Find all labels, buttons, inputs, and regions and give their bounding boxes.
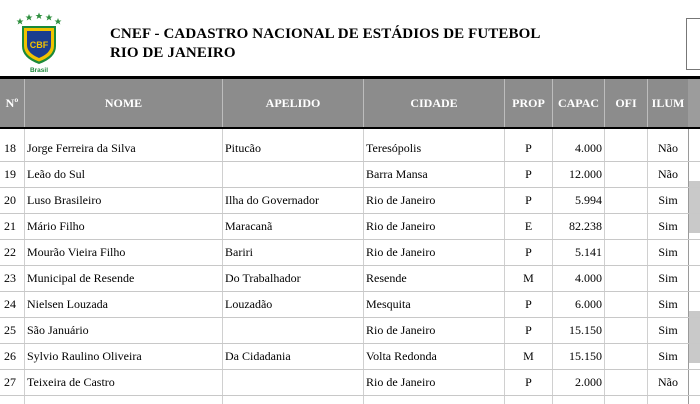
cell-apelido: Maracanã (225, 219, 273, 233)
cell-prop: M (523, 349, 534, 363)
table-row (0, 343, 700, 370)
cell-nome: Jorge Ferreira da Silva (27, 141, 136, 155)
cell-capac: 2.000 (575, 375, 602, 389)
table-row (0, 317, 700, 344)
cell-ilum: Sim (658, 323, 678, 337)
cell-cidade: Barra Mansa (366, 167, 428, 181)
stars-icon (17, 13, 62, 25)
table-row (0, 239, 700, 266)
col-header-cidade: CIDADE (410, 96, 458, 110)
table-row (0, 161, 700, 188)
cell-capac: 4.000 (575, 271, 602, 285)
cell-ofi (605, 369, 647, 395)
corner-box (686, 18, 700, 70)
cell-nome: Leão do Sul (27, 167, 85, 181)
cell-prop: P (525, 323, 532, 337)
cell-prop: M (523, 271, 534, 285)
col-header-ofi: OFI (615, 96, 637, 110)
cell-nome: Mourão Vieira Filho (27, 245, 126, 259)
table-row (0, 135, 700, 162)
cell-ofi (605, 187, 647, 213)
cell-ilum: Não (658, 167, 678, 181)
svg-text:CBF: CBF (29, 40, 49, 50)
cell-ofi (605, 239, 647, 265)
cell-cidade: Mesquita (366, 297, 411, 311)
cell-nome: São Januário (27, 323, 89, 337)
cell-apelido: Louzadão (225, 297, 273, 311)
col-header-capac: CAPAC (557, 96, 600, 110)
cell-nome: Municipal de Resende (27, 271, 135, 285)
cell-apelido (225, 369, 361, 395)
cell-ofi (605, 135, 647, 161)
cell-cidade: Volta Redonda (366, 349, 437, 363)
cell-apelido: Da Cidadania (225, 349, 291, 363)
cell-num: 19 (4, 167, 16, 181)
cell-cidade: Teresópolis (366, 141, 422, 155)
col-header-prop: PROP (512, 96, 545, 110)
cell-capac: 5.141 (575, 245, 602, 259)
cell-ilum: Sim (658, 219, 678, 233)
cell-ilum: Não (658, 375, 678, 389)
cell-cidade: Resende (366, 271, 407, 285)
cell-capac: 15.150 (569, 323, 602, 337)
cell-cidade: Rio de Janeiro (366, 245, 436, 259)
cell-cidade: Rio de Janeiro (366, 219, 436, 233)
table-row (0, 265, 700, 292)
cell-capac: 82.238 (569, 219, 602, 233)
cell-apelido: Ilha do Governador (225, 193, 319, 207)
cbf-logo (14, 12, 64, 74)
cell-prop: P (525, 167, 532, 181)
cell-capac: 5.994 (575, 193, 602, 207)
cell-nome: Nielsen Louzada (27, 297, 108, 311)
cell-apelido: Do Trabalhador (225, 271, 301, 285)
cell-ilum: Não (658, 141, 678, 155)
cell-num: 20 (4, 193, 16, 207)
cell-prop: P (525, 193, 532, 207)
cell-num: 27 (4, 375, 16, 389)
table-row (0, 187, 700, 214)
cell-nome: Luso Brasileiro (27, 193, 102, 207)
cell-ilum: Sim (658, 349, 678, 363)
cell-nome: Mário Filho (27, 219, 85, 233)
cell-apelido: Bariri (225, 245, 253, 259)
table-row (0, 213, 700, 240)
cell-apelido (225, 161, 361, 187)
cell-ofi (605, 291, 647, 317)
cell-num: 26 (4, 349, 16, 363)
cell-cidade: Rio de Janeiro (366, 323, 436, 337)
cell-capac: 6.000 (575, 297, 602, 311)
cell-cidade: Rio de Janeiro (366, 193, 436, 207)
cell-capac: 12.000 (569, 167, 602, 181)
cell-ofi (605, 317, 647, 343)
document-header (0, 0, 700, 76)
cell-num: 18 (4, 141, 16, 155)
col-header-num: Nº (5, 96, 19, 110)
table-row (0, 369, 700, 396)
cell-nome: Teixeira de Castro (27, 375, 115, 389)
cell-prop: P (525, 375, 532, 389)
cell-prop: P (525, 297, 532, 311)
title-line-1: CNEF - CADASTRO NACIONAL DE ESTÁDIOS DE FUTEBOL (110, 26, 541, 42)
cell-ilum: Sim (658, 271, 678, 285)
cell-cidade: Rio de Janeiro (366, 375, 436, 389)
cell-ofi (605, 161, 647, 187)
cell-num: 25 (4, 323, 16, 337)
cell-capac: 15.150 (569, 349, 602, 363)
cell-ilum: Sim (658, 193, 678, 207)
cell-apelido (225, 317, 361, 343)
svg-text:Brasil: Brasil (29, 67, 49, 74)
cell-prop: E (524, 219, 533, 233)
cell-ilum: Sim (658, 297, 678, 311)
cell-ofi (605, 265, 647, 291)
cell-nome: Sylvio Raulino Oliveira (27, 349, 142, 363)
title-line-2: RIO DE JANEIRO (110, 45, 236, 61)
header-bottom-rule (0, 127, 700, 129)
cell-ofi (605, 213, 647, 239)
table-row (0, 291, 700, 318)
cell-num: 23 (4, 271, 16, 285)
col-header-apelido: APELIDO (265, 96, 321, 110)
cell-ilum: Sim (658, 245, 678, 259)
cell-num: 21 (4, 219, 16, 233)
table-header (0, 79, 700, 127)
cell-apelido: Pitucão (225, 141, 261, 155)
page-title (110, 25, 540, 63)
cell-ofi (605, 343, 647, 369)
cell-prop: P (525, 141, 532, 155)
cell-capac: 4.000 (575, 141, 602, 155)
col-header-nome: NOME (104, 96, 143, 110)
col-header-ilum: ILUM (651, 96, 685, 110)
cell-num: 22 (4, 245, 16, 259)
cell-num: 24 (4, 297, 16, 311)
cell-prop: P (525, 245, 532, 259)
